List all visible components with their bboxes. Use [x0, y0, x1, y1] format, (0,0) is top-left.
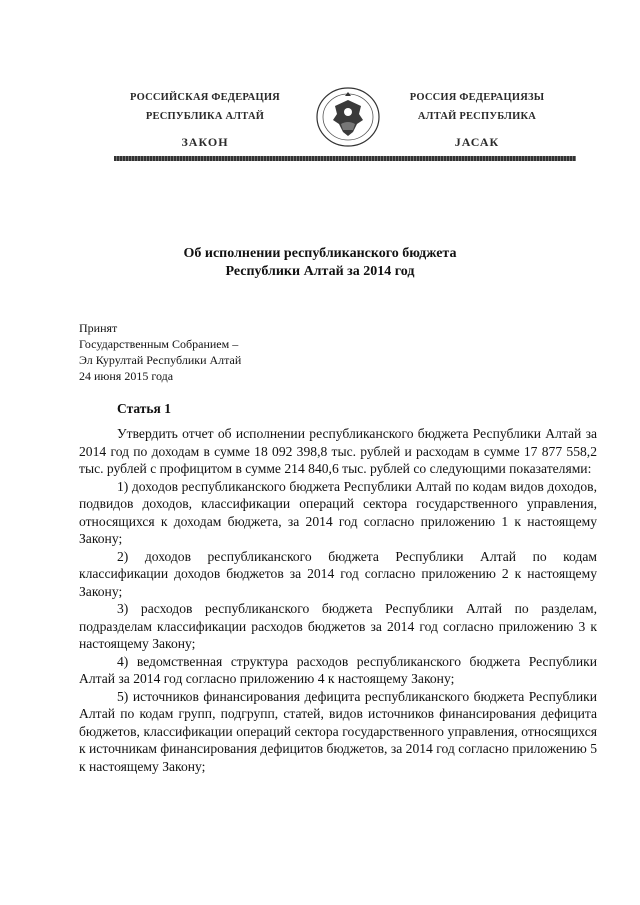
article-item: 1) доходов республиканского бюджета Республики Алтай по кодам видов доходов, подвидов доходов, классификации операций сектора государственного управления, относящихся к доходам бюджета, за 2014 год согласно приложению 1 к настоящему Закону;	[79, 478, 597, 546]
header-left	[120, 88, 290, 150]
adoption-line-1: Принят	[79, 321, 118, 335]
title-line-2: Республики Алтай за 2014 год	[225, 264, 415, 279]
adoption-line-3: Эл Курултай Республики Алтай	[79, 353, 242, 367]
article-item: 2) доходов республиканского бюджета Республики Алтай по кодам классификации доходов бюджетов за 2014 год согласно приложению 2 к настоящему Закону;	[79, 548, 597, 599]
title-line-1: Об исполнении республиканского бюджета	[183, 246, 457, 261]
adoption-date: 24 июня 2015 года	[79, 369, 174, 383]
header-divider	[114, 156, 576, 161]
header-right-doc-type: ЈАСАК	[454, 135, 500, 149]
article-intro: Утвердить отчет об исполнении республиканского бюджета Республики Алтай за 2014 год по доходам в сумме 18 092 398,8 тыс. рублей и расходам в сумме 17 877 558,2 тыс. рублей с профицитом в сумме 214 840,6 тыс. рублей со следующими показателями:	[79, 426, 597, 476]
coat-of-arms-icon	[313, 84, 383, 148]
header-left-doc-type: ЗАКОН	[181, 135, 229, 149]
header-left-country: РОССИЙСКАЯ ФЕДЕРАЦИЯ	[130, 92, 280, 103]
header-left-republic: РЕСПУБЛИКА АЛТАЙ	[145, 111, 265, 122]
document-title	[80, 245, 560, 281]
adoption-block	[79, 320, 241, 384]
header-right	[402, 88, 552, 150]
header-right-republic: АЛТАЙ РЕСПУБЛИКА	[417, 111, 537, 122]
article-item: 3) расходов республиканского бюджета Республики Алтай по разделам, подразделам классификации расходов бюджетов за 2014 год согласно приложению 3 к настоящему Закону;	[79, 601, 597, 651]
article-body	[79, 425, 597, 775]
adoption-line-2: Государственным Собранием –	[79, 337, 239, 351]
article-item: 4) ведомственная структура расходов республиканского бюджета Республики Алтай за 2014 год согласно приложению 4 к настоящему Закону;	[79, 653, 597, 686]
article-item: 5) источников финансирования дефицита республиканского бюджета Республики Алтай по кодам групп, подгрупп, статей, видов источников финансирования дефицита бюджетов, классификации операций сектора государственного управления, относящихся к источникам финансирования дефицитов бюджетов, за 2014 год согласно приложению 5 к настоящему Закону;	[79, 688, 597, 774]
header-right-country: РОССИЯ ФЕДЕРАЦИЯЗЫ	[409, 92, 545, 103]
article-heading: Статья 1	[117, 401, 171, 416]
